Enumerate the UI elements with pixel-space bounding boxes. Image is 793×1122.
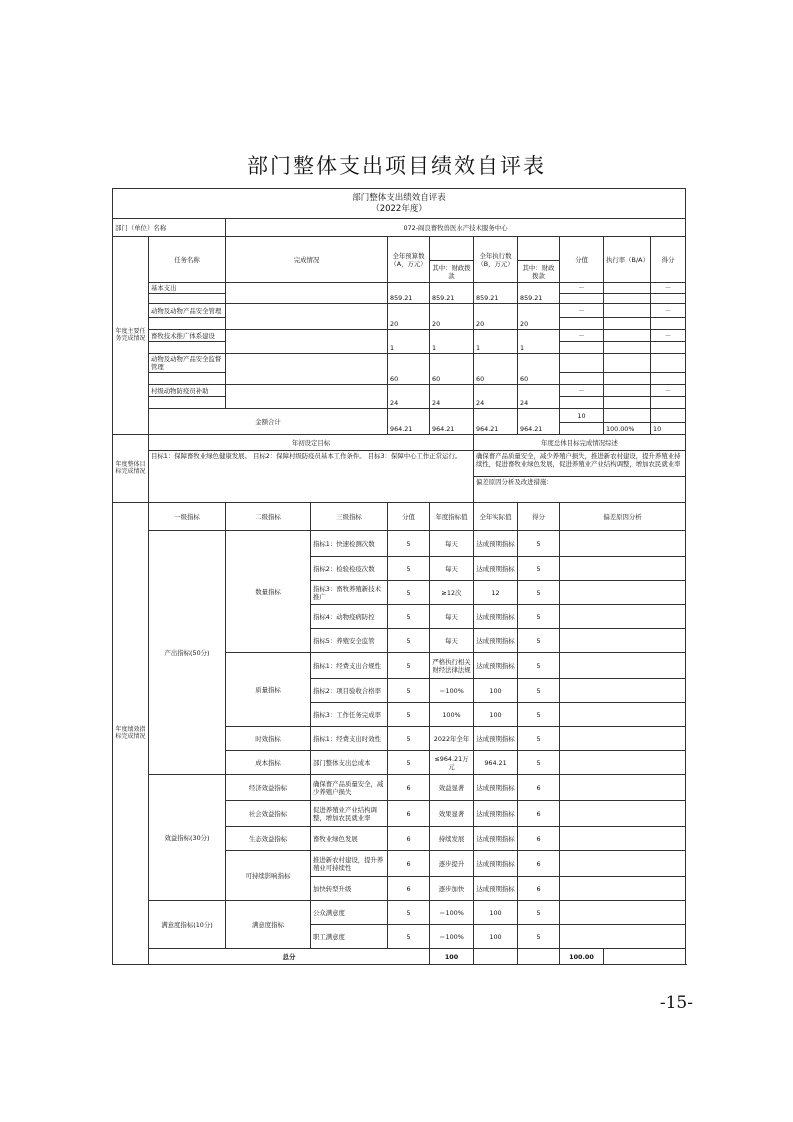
indicator-note: [560, 557, 686, 581]
indicator-target: 效益显著: [430, 775, 474, 801]
task-exec: 60: [474, 354, 518, 385]
indicator-value: 5: [388, 557, 430, 581]
indicator-score: 6: [518, 877, 560, 901]
indicator-score: 5: [518, 531, 560, 557]
indicator-target: 每天: [430, 557, 474, 581]
task-status: [226, 304, 388, 330]
indicator-name: 指标1：经费支出时效性: [311, 727, 388, 751]
page-title: 部门整体支出项目绩效自评表: [247, 154, 546, 178]
task-exec-fin: 60: [518, 354, 560, 385]
task-score-value: －: [560, 385, 604, 397]
indicator-target: 每天: [430, 531, 474, 557]
task-name-cont: [149, 342, 226, 354]
indicator-actual: 达成预期指标: [474, 605, 518, 629]
indicator-value: 5: [388, 751, 430, 775]
task-score: －: [651, 283, 686, 294]
header-status: 完成情况: [226, 237, 388, 283]
cell: [604, 342, 651, 354]
indicator-target: 效果显著: [430, 801, 474, 827]
indicator-actual: 达成预期指标: [474, 877, 518, 901]
cell: [518, 949, 560, 965]
indicator-actual: 达成预期指标: [474, 629, 518, 653]
task-name-cont: [149, 294, 226, 304]
indicator-target: 每天: [430, 605, 474, 629]
ind-sub-timeliness: 时效指标: [226, 727, 311, 751]
indicator-score: 5: [518, 679, 560, 703]
indicator-value: 6: [388, 827, 430, 851]
ind-group-benefit: 效益指标(30分): [149, 775, 226, 901]
task-name-cont: [149, 318, 226, 330]
task-status: [226, 330, 388, 354]
indicator-actual: 达成预期指标: [474, 727, 518, 751]
indicator-value: 6: [388, 851, 430, 877]
indicator-value: 6: [388, 877, 430, 901]
indicator-name: 指标2：检验检疫次数: [311, 557, 388, 581]
goals-actual-text: 确保畜产品质量安全，减少养殖户损失，推进新农村建设，提升养殖业持续性，促进畜牧业绿色发展，促进养殖业产业结构调整，增加农民就业率: [474, 451, 686, 477]
ind-header-value: 分值: [388, 503, 430, 531]
indicator-note: [560, 703, 686, 727]
task-budget: 1: [388, 330, 430, 354]
header-budget-empty: [430, 237, 474, 261]
indicator-value: 5: [388, 605, 430, 629]
goals-issues-text: 偏差原因分析及改进措施：: [474, 477, 686, 503]
total-budget: 964.21: [388, 409, 430, 435]
indicator-name: 指标2：项目验收合格率: [311, 679, 388, 703]
total-exec-fin: 964.21: [518, 409, 560, 435]
cell: [651, 318, 686, 330]
header-budget: 全年预算数（A，万元）: [388, 237, 430, 283]
indicator-target: ＝100%: [430, 901, 474, 925]
indicator-actual: 达成预期指标: [474, 531, 518, 557]
indicator-value: 5: [388, 703, 430, 727]
section-label-indicators: 年度绩效指标完成情况: [113, 503, 149, 965]
indicator-actual: 100: [474, 703, 518, 727]
ind-header-l1: 一级指标: [149, 503, 226, 531]
indicator-name: 推进新农村建设，提升养殖业可持续性: [311, 851, 388, 877]
task-name: 动物及动物产品安全监督管理: [149, 354, 226, 373]
task-exec-fin: 859.21: [518, 283, 560, 304]
dept-label: 部门（单位）名称: [113, 219, 226, 237]
indicator-value: 5: [388, 581, 430, 605]
cell: [651, 373, 686, 385]
section-label-goals: 年度整体目标完成情况: [113, 435, 149, 503]
header-exec-fin: 其中：财政拨款: [518, 261, 560, 283]
indicator-note: [560, 801, 686, 827]
indicator-value: 5: [388, 901, 430, 925]
task-name-cont: [149, 397, 226, 409]
cell: [651, 409, 686, 423]
total-label: 金额合计: [149, 409, 388, 435]
indicator-actual: 100: [474, 679, 518, 703]
indicator-target: ≤964.21万元: [430, 751, 474, 775]
task-exec: 1: [474, 330, 518, 354]
task-exec-fin: 20: [518, 304, 560, 330]
cell: [651, 342, 686, 354]
indicator-target: 严格执行相关财经法律法规: [430, 653, 474, 679]
indicator-target: ＝100%: [430, 679, 474, 703]
task-status: [226, 385, 388, 409]
indicator-value: 5: [388, 531, 430, 557]
self-evaluation-table: [112, 188, 686, 965]
indicator-actual: 12: [474, 581, 518, 605]
task-score-value: [560, 354, 604, 373]
indicator-score: 5: [518, 751, 560, 775]
indicator-name: 指标3：畜牧养殖新技术推广: [311, 581, 388, 605]
cell: [560, 397, 604, 409]
cell: [474, 949, 518, 965]
ind-group-output: 产出指标(50分): [149, 531, 226, 775]
total-budget-fin: 964.21: [430, 409, 474, 435]
table-title: 部门整体支出绩效自评表: [352, 192, 446, 203]
section-label-tasks: 年度主要任务完成情况: [113, 237, 149, 435]
indicator-value: 5: [388, 727, 430, 751]
indicator-score: 6: [518, 775, 560, 801]
indicator-note: [560, 827, 686, 851]
total-exec-rate: 100.00%: [604, 423, 651, 435]
indicator-score: 5: [518, 727, 560, 751]
indicator-note: [560, 531, 686, 557]
indicator-value: 5: [388, 629, 430, 653]
task-budget: 20: [388, 304, 430, 330]
indicator-note: [560, 751, 686, 775]
ind-sub-cost: 成本指标: [226, 751, 311, 775]
indicator-note: [560, 727, 686, 751]
grand-total-label: 总分: [149, 949, 430, 965]
goals-planned-text: 目标1：保障畜牧业绿色健康发展。 目标2：保障村级防疫员基本工作条件。 目标3：保障中心工作正常运行。: [149, 451, 474, 503]
indicator-actual: 达成预期指标: [474, 653, 518, 679]
ind-sub-sustainable: 可持续影响指标: [226, 851, 311, 901]
indicator-score: 6: [518, 851, 560, 877]
indicator-actual: 达成预期指标: [474, 557, 518, 581]
indicator-actual: 964.21: [474, 751, 518, 775]
ind-group-satisfaction: 满意度指标(10分): [149, 901, 226, 949]
indicator-name: 加快转型升级: [311, 877, 388, 901]
indicator-name: 职工满意度: [311, 925, 388, 949]
indicator-score: 5: [518, 653, 560, 679]
indicator-note: [560, 629, 686, 653]
task-name: 基本支出: [149, 283, 226, 294]
task-budget-fin: 1: [430, 330, 474, 354]
ind-sub-quantity: 数量指标: [226, 531, 311, 653]
task-score: －: [651, 304, 686, 318]
task-name: 畜牧技术推广体系建设: [149, 330, 226, 342]
indicator-score: 5: [518, 557, 560, 581]
dept-name: 072-阎良畜牧兽医水产技术服务中心: [226, 219, 686, 237]
task-score: －: [651, 330, 686, 342]
ind-sub-satisfaction: 满意度指标: [226, 901, 311, 949]
indicator-actual: 100: [474, 925, 518, 949]
cell: [604, 949, 686, 965]
indicator-target: ≥12次: [430, 581, 474, 605]
task-status: [226, 283, 388, 304]
task-score-value: －: [560, 304, 604, 318]
task-exec-fin: 1: [518, 330, 560, 354]
task-exec-rate: [604, 385, 651, 397]
indicator-target: ＝100%: [430, 925, 474, 949]
indicator-name: 指标1：经费支出合规性: [311, 653, 388, 679]
task-budget: 60: [388, 354, 430, 385]
total-score: 10: [651, 423, 686, 435]
task-budget-fin: 20: [430, 304, 474, 330]
indicator-note: [560, 605, 686, 629]
indicator-target: 每天: [430, 629, 474, 653]
indicator-note: [560, 851, 686, 877]
task-name-cont: [149, 373, 226, 385]
task-exec-rate: [604, 283, 651, 294]
indicator-score: 6: [518, 801, 560, 827]
indicator-target: 逐步提升: [430, 851, 474, 877]
indicator-name: 指标5：养殖安全监管: [311, 629, 388, 653]
ind-header-target: 年度指标值: [430, 503, 474, 531]
indicator-score: 5: [518, 925, 560, 949]
ind-sub-social: 社会效益指标: [226, 801, 311, 827]
indicator-value: 6: [388, 801, 430, 827]
task-name: 动物及动物产品安全管理: [149, 304, 226, 318]
cell: [651, 397, 686, 409]
cell: [604, 409, 651, 423]
task-budget-fin: 60: [430, 354, 474, 385]
indicator-score: 5: [518, 605, 560, 629]
ind-header-score: 得分: [518, 503, 560, 531]
task-exec-rate: [604, 354, 651, 373]
indicator-score: 5: [518, 629, 560, 653]
task-score-value: －: [560, 283, 604, 294]
task-exec: 859.21: [474, 283, 518, 304]
task-score: －: [651, 385, 686, 397]
indicator-name: 确保畜产品质量安全，减少养殖户损失: [311, 775, 388, 801]
ind-header-l3: 三级指标: [311, 503, 388, 531]
indicator-score: 6: [518, 827, 560, 851]
cell: [604, 318, 651, 330]
task-exec-rate: [604, 330, 651, 342]
header-exec-empty: [518, 237, 560, 261]
header-budget-fin: 其中：财政拨款: [430, 261, 474, 283]
cell: [604, 373, 651, 385]
indicator-note: [560, 581, 686, 605]
indicator-actual: 达成预期指标: [474, 851, 518, 877]
ind-sub-ecological: 生态效益指标: [226, 827, 311, 851]
cell: [604, 397, 651, 409]
total-exec: 964.21: [474, 409, 518, 435]
page-number: -15-: [659, 993, 693, 1013]
table-title-cell: [113, 189, 686, 219]
goals-actual-label: 年度总体目标完成情况综述: [474, 435, 686, 451]
indicator-score: 5: [518, 581, 560, 605]
indicator-value: 5: [388, 653, 430, 679]
cell: [651, 294, 686, 304]
indicator-name: 指标4：动物疫病防控: [311, 605, 388, 629]
task-budget-fin: 859.21: [430, 283, 474, 304]
grand-total-value: 100: [430, 949, 474, 965]
indicator-actual: 达成预期指标: [474, 775, 518, 801]
cell: [560, 423, 604, 435]
indicator-actual: 达成预期指标: [474, 801, 518, 827]
indicator-target: 持续发展: [430, 827, 474, 851]
indicator-note: [560, 653, 686, 679]
indicator-value: 6: [388, 775, 430, 801]
header-exec-rate: 执行率（B/A）: [604, 237, 651, 283]
header-score-value: 分值: [560, 237, 604, 283]
indicator-note: [560, 901, 686, 925]
task-exec: 24: [474, 385, 518, 409]
task-exec-fin: 24: [518, 385, 560, 409]
indicator-name: 公众满意度: [311, 901, 388, 925]
indicator-note: [560, 679, 686, 703]
indicator-value: 5: [388, 679, 430, 703]
cell: [604, 294, 651, 304]
table-year: （2022年度）: [371, 203, 427, 214]
ind-sub-economic: 经济效益指标: [226, 775, 311, 801]
goals-planned-label: 年初设定目标: [149, 435, 474, 451]
indicator-actual: 达成预期指标: [474, 827, 518, 851]
task-score: [651, 354, 686, 373]
task-budget-fin: 24: [430, 385, 474, 409]
indicator-score: 5: [518, 901, 560, 925]
indicator-target: 逐步加快: [430, 877, 474, 901]
task-exec-rate: [604, 304, 651, 318]
cell: [560, 342, 604, 354]
task-budget: 24: [388, 385, 430, 409]
indicator-value: 5: [388, 925, 430, 949]
indicator-name: 畜牧业绿色发展: [311, 827, 388, 851]
header-score: 得分: [651, 237, 686, 283]
task-status: [226, 354, 388, 385]
cell: [560, 318, 604, 330]
header-task: 任务名称: [149, 237, 226, 283]
cell: [560, 373, 604, 385]
indicator-name: 指标1：快速检测次数: [311, 531, 388, 557]
task-exec: 20: [474, 304, 518, 330]
indicator-actual: 100: [474, 901, 518, 925]
indicator-name: 指标3：工作任务完成率: [311, 703, 388, 727]
total-score-value: 10: [560, 409, 604, 423]
cell: [560, 294, 604, 304]
header-exec: 全年执行数（B，万元）: [474, 237, 518, 283]
indicator-note: [560, 925, 686, 949]
indicator-note: [560, 775, 686, 801]
ind-header-note: 偏差原因分析: [560, 503, 686, 531]
indicator-target: 100%: [430, 703, 474, 727]
grand-total-score: 100.00: [560, 949, 604, 965]
ind-sub-quality: 质量指标: [226, 653, 311, 727]
ind-header-l2: 二级指标: [226, 503, 311, 531]
task-budget: 859.21: [388, 283, 430, 304]
indicator-name: 部门整体支出总成本: [311, 751, 388, 775]
indicator-name: 促进养殖业产业结构调整，增加农民就业率: [311, 801, 388, 827]
ind-header-actual: 全年实际值: [474, 503, 518, 531]
task-name: 村级动物防疫员补助: [149, 385, 226, 397]
indicator-score: 5: [518, 703, 560, 727]
indicator-note: [560, 877, 686, 901]
indicator-target: 2022年全年: [430, 727, 474, 751]
task-score-value: －: [560, 330, 604, 342]
